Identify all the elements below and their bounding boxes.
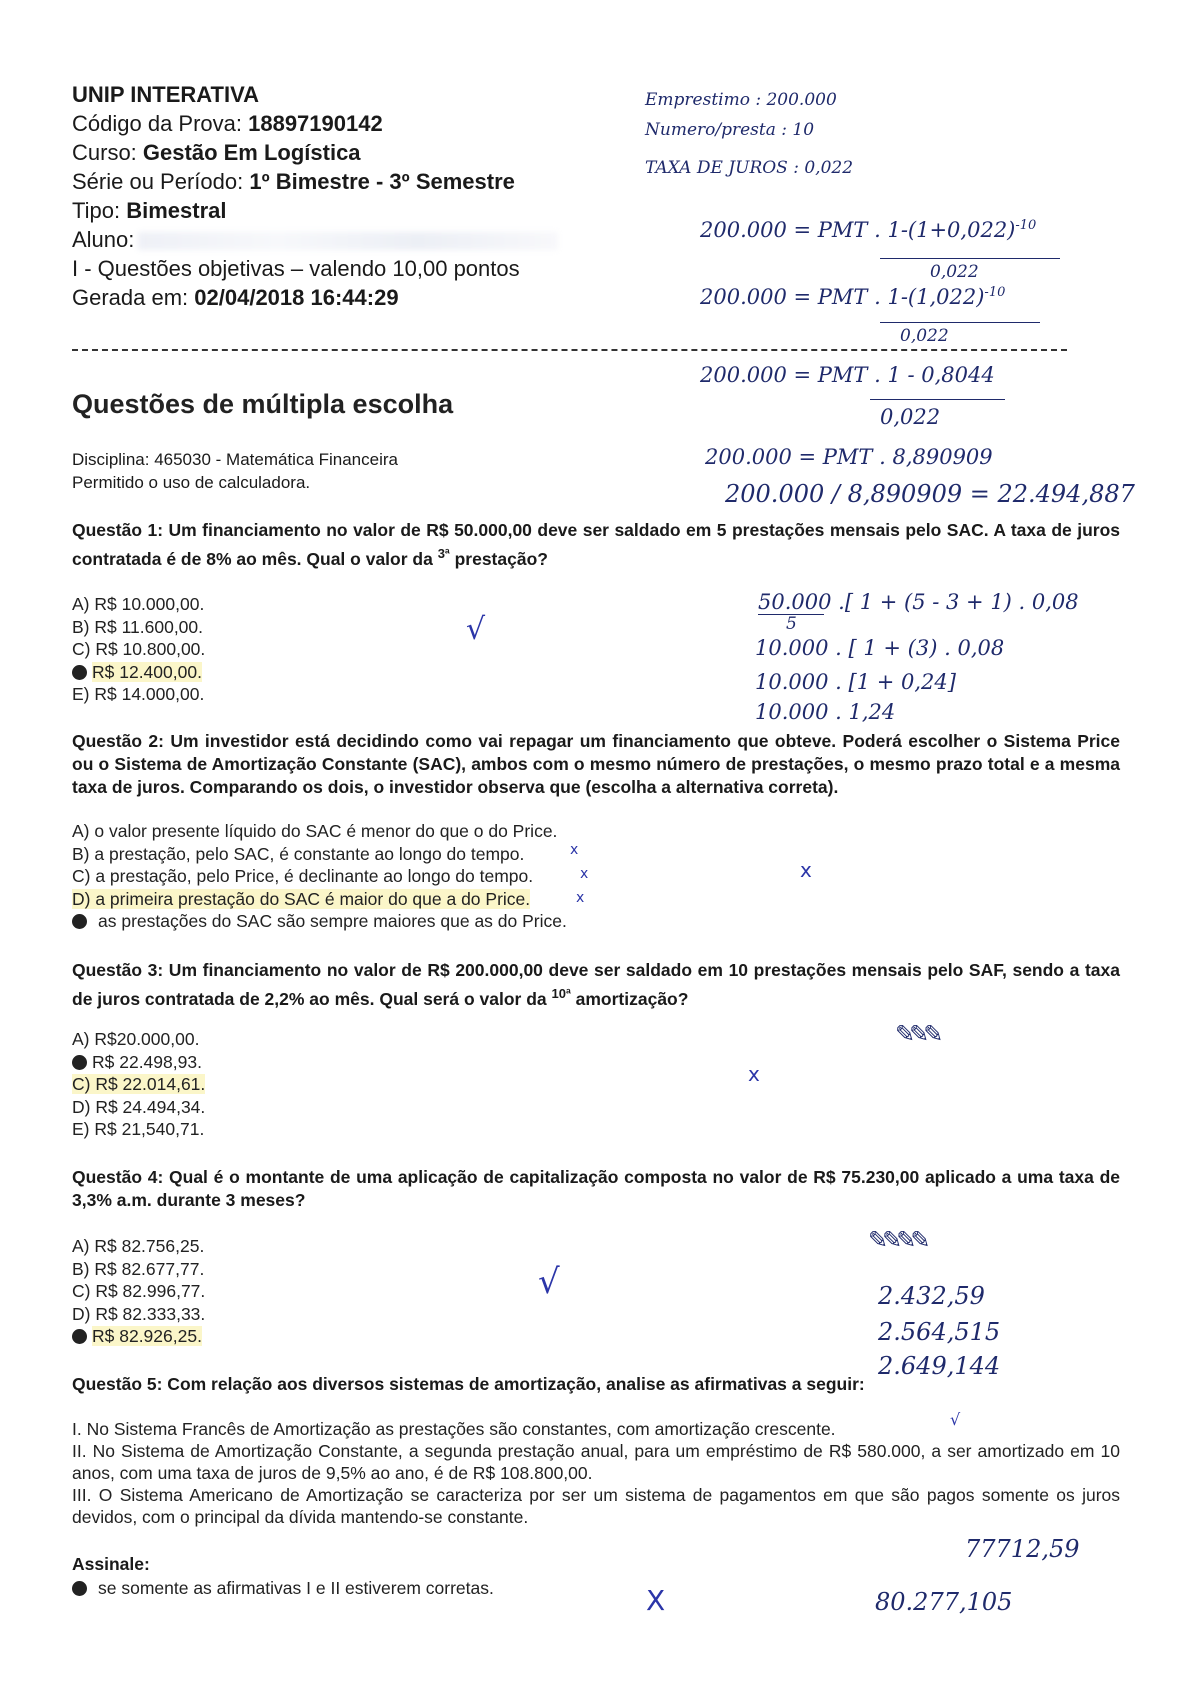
option-d-selected[interactable]: R$ 12.400,00. (72, 661, 205, 684)
statement-1: I. No Sistema Francês de Amortização as prestações são constantes, com amortização crescente. (72, 1419, 836, 1439)
question-2: Questão 2: Um investidor está decidindo como vai repagar um financiamento que obteve. Poderá escolher o Sistema Price ou o Sistema de Amortização Constante (SAC), ambos com o mesmo número de prestações, o mesmo prazo total e a mesma taxa de juros. Comparando os dois, o investidor observa que (escolha a alternativa correta). (72, 731, 1120, 797)
selected-marker-icon (72, 1581, 87, 1596)
option-d[interactable]: D) R$ 82.333,33. (72, 1303, 206, 1324)
hw-q4-line3: 2.649,144 (878, 1352, 1001, 1380)
option-e[interactable]: E) R$ 21,540,71. (72, 1119, 205, 1140)
hw-q5-line1: 77712,59 (965, 1535, 1080, 1563)
option-b-selected[interactable]: R$ 22.498,93. (72, 1051, 205, 1074)
hw-eq4: 200.000 = PMT . 8,890909 (705, 445, 993, 469)
selected-marker-icon (72, 665, 87, 680)
header-block (72, 80, 558, 312)
selected-marker-icon (72, 1329, 87, 1344)
scribble-icon: ✎✎✎✎ (868, 1226, 925, 1254)
option-e-selected[interactable]: R$ 82.926,25. (72, 1325, 205, 1348)
checkmark-icon: √ (950, 1410, 961, 1429)
hw-eq1: 200.000 = PMT . $1-(1+0,022)^{-10}$ (700, 218, 1037, 242)
calculator-note: Permitido o uso de calculadora. (72, 473, 311, 492)
hw-numero: Numero/presta : 10 (645, 120, 815, 140)
option-b[interactable]: B) a prestação, pelo SAC, é constante ao longo do tempo. (72, 843, 525, 864)
question-4: Questão 4: Qual é o montante de uma aplicação de capitalização composta no valor de R$ 75.230,00 aplicado a uma taxa de 3,3% a.m. durante 3 meses? (72, 1167, 1120, 1210)
question-3-options (72, 1028, 205, 1141)
question-2-options (72, 820, 567, 933)
question-1: Questão 1: Um financiamento no valor de R$ 50.000,00 deve ser saldado em 5 prestações mensais pelo SAC. A taxa de juros contratada é de 8% ao mês. Qual o valor da $^{3ª}$ prestação? (72, 520, 1120, 569)
student: Aluno: (72, 225, 558, 254)
discipline: Disciplina: 465030 - Matemática Financeira (72, 450, 398, 469)
scribble-icon: ✎✎✎ (895, 1020, 938, 1048)
question-4-options (72, 1235, 205, 1348)
question-5-options (72, 1577, 494, 1600)
checkmark-icon: √ (466, 612, 486, 647)
option-c[interactable]: C) a prestação, pelo Price, é declinante ao longo do tempo. (72, 866, 534, 887)
option-a-selected[interactable]: se somente as afirmativas I e II estiverem corretas. (72, 1577, 494, 1600)
hw-frac-line-2 (880, 322, 1040, 323)
option-a[interactable]: A) R$ 82.756,25. (72, 1236, 205, 1256)
statement-2: II. No Sistema de Amortização Constante, a segunda prestação anual, para um empréstimo de R$ 580.000, a ser amortizado em 10 anos, com uma taxa de juros de 9,5% ao ano, é de R$ 108.800,00. (72, 1441, 1120, 1483)
hw-eq2-den: 0,022 (900, 326, 949, 346)
hw-q1-line4: 10.000 . 1,24 (755, 700, 896, 724)
section-title: Questões de múltipla escolha (72, 389, 454, 419)
cross-mark-icon: X (646, 1584, 666, 1617)
option-a[interactable]: A) R$ 10.000,00. (72, 594, 205, 614)
option-d[interactable]: D) a primeira prestação do SAC é maior do que a do Price. (72, 888, 531, 909)
hw-q1-den: 5 (786, 614, 797, 634)
assinale-label: Assinale: (72, 1554, 150, 1574)
option-b[interactable]: B) R$ 82.677,77. (72, 1258, 205, 1279)
question-3: Questão 3: Um financiamento no valor de R$ 200.000,00 deve ser saldado em 10 prestações mensais pelo SAF, sendo a taxa de juros contratada de 2,2% ao mês. Qual será o valor da $^{10ª}$ amortização? (72, 960, 1120, 1009)
selected-marker-icon (72, 914, 87, 929)
option-c[interactable]: C) R$ 82.996,77. (72, 1281, 206, 1302)
hw-taxa: TAXA DE JUROS : 0,022 (645, 158, 854, 178)
cross-mark-icon: x (800, 858, 812, 882)
question-1-options (72, 593, 205, 706)
cross-mark-icon: x (570, 842, 579, 858)
option-c[interactable]: C) R$ 22.014,61. (72, 1074, 206, 1095)
redacted-name (138, 232, 558, 250)
cross-mark-icon: x (576, 890, 585, 906)
hw-frac-line-1 (880, 258, 1060, 259)
hw-q1-line1: 50.000 .[ 1 + (5 - 3 + 1) . 0,08 (758, 590, 1079, 614)
exam-code: Código da Prova: 18897190142 (72, 111, 383, 136)
generated-at: Gerada em: 02/04/2018 16:44:29 (72, 285, 399, 310)
hw-eq2: 200.000 = PMT . $1-(1,022)^{-10}$ (700, 285, 1006, 309)
hw-q5-line2: 80.277,105 (875, 1588, 1013, 1616)
option-e-selected[interactable]: as prestações do SAC são sempre maiores que as do Price. (72, 910, 567, 933)
option-b[interactable]: B) R$ 11.600,00. (72, 616, 204, 637)
hw-q4-line2: 2.564,515 (878, 1318, 1001, 1346)
hw-q1-line2: 10.000 . [ 1 + (3) . 0,08 (755, 636, 1005, 660)
hw-eq3: 200.000 = PMT . 1 - 0,8044 (700, 363, 995, 387)
hw-q1-line3: 10.000 . [1 + 0,24] (755, 670, 956, 694)
hw-eq3-den: 0,022 (880, 405, 941, 429)
question-5: Questão 5: Com relação aos diversos sistemas de amortização, analise as afirmativas a seguir: (72, 1374, 865, 1394)
hw-eq5: 200.000 / 8,890909 = 22.494,887 (725, 480, 1135, 508)
course: Curso: Gestão Em Logística (72, 140, 361, 165)
period: Série ou Período: 1º Bimestre - 3º Semestre (72, 169, 515, 194)
hw-emprestimo: Emprestimo : 200.000 (645, 90, 837, 110)
selected-marker-icon (72, 1055, 87, 1070)
hw-q4-line1: 2.432,59 (878, 1282, 985, 1310)
statement-3: III. O Sistema Americano de Amortização se caracteriza por ser um sistema de pagamentos em que são pagos somente os juros devidos, com o principal da dívida mantendo-se constante. (72, 1485, 1120, 1527)
option-c[interactable]: C) R$ 10.800,00. (72, 639, 206, 660)
option-e[interactable]: E) R$ 14.000,00. (72, 684, 205, 705)
checkmark-icon: √ (538, 1262, 560, 1302)
option-d[interactable]: D) R$ 24.494,34. (72, 1096, 206, 1117)
option-a[interactable]: A) R$20.000,00. (72, 1029, 200, 1049)
dashed-divider (72, 349, 1067, 351)
question-5-statements (72, 1418, 1120, 1528)
exam-type: Tipo: Bimestral (72, 198, 227, 223)
institution: UNIP INTERATIVA (72, 82, 260, 107)
cross-mark-icon: x (580, 866, 589, 882)
hw-eq1-den: 0,022 (930, 262, 979, 282)
section-line: I - Questões objetivas – valendo 10,00 pontos (72, 256, 520, 281)
cross-mark-icon: x (748, 1062, 760, 1086)
option-a[interactable]: A) o valor presente líquido do SAC é menor do que o do Price. (72, 821, 558, 841)
hw-frac-line-3 (870, 399, 1005, 400)
